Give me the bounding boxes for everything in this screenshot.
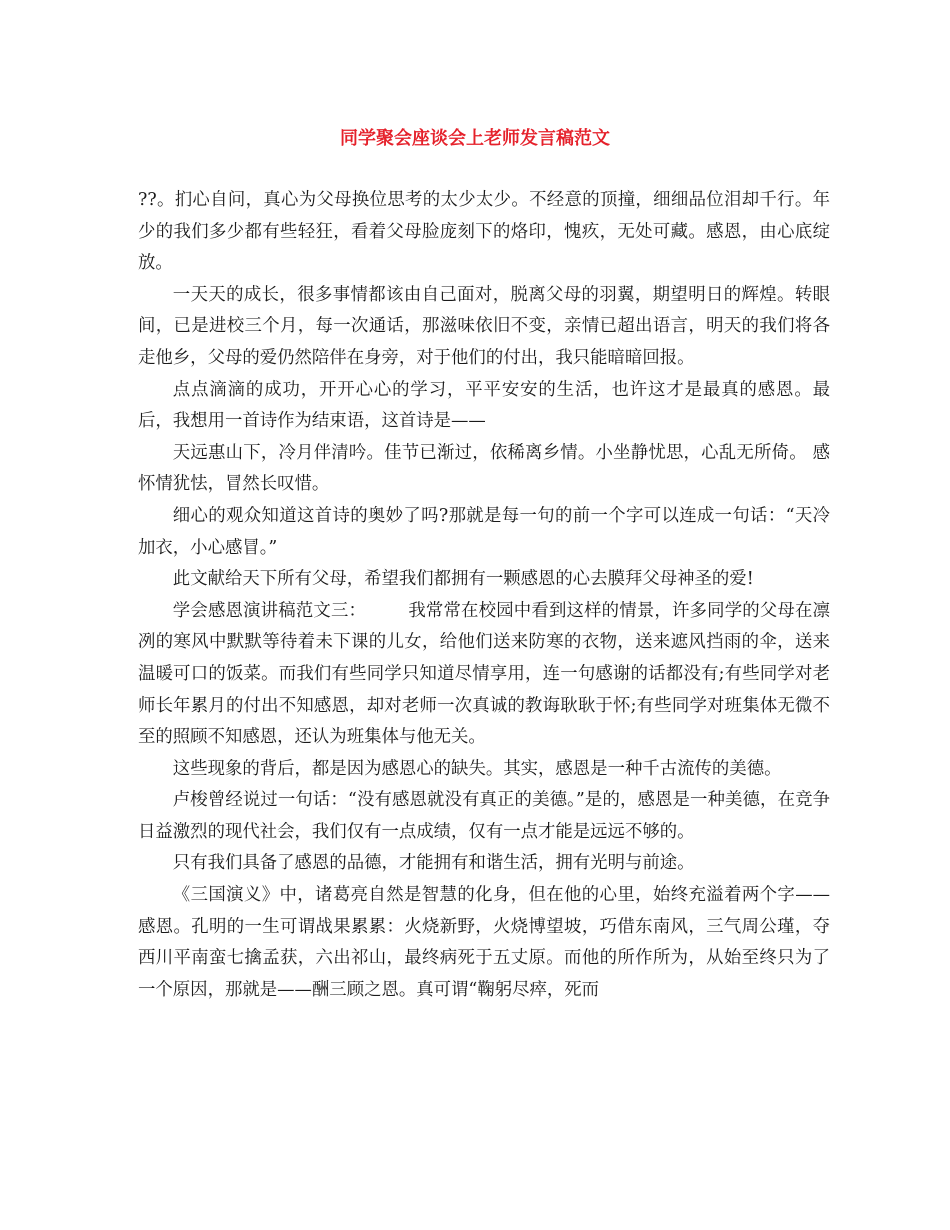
paragraph-6: 此文献给天下所有父母，希望我们都拥有一颗感恩的心去膜拜父母神圣的爱! xyxy=(172,569,754,590)
paragraph-1: ??。扪心自问，真心为父母换位思考的太少太少。不经意的顶撞，细细品位泪却千行。年少的我们多少都有些轻狂，看着父母脸庞刻下的烙印，愧疚，无处可藏。感恩，由心底绽放。 xyxy=(138,190,830,274)
document-body xyxy=(138,185,830,1006)
section-three-text: 我常常在校园中看到这样的情景，许多同学的父母在凛冽的寒风中默默等待着未下课的儿女，给他们送来防寒的衣物，送来遮风挡雨的伞，送来温暖可口的饭菜。而我们有些同学只知道尽情享用，连一句感谢的话都没有;有些同学对老师长年累月的付出不知感恩，却对老师一次真诚的教诲耿耿于怀;有些同学对班集体无微不至的照顾不知感恩，还认为班集体与他无关。 xyxy=(138,600,830,748)
paragraph-9: 卢梭曾经说过一句话：“没有感恩就没有真正的美德。”是的，感恩是一种美德，在竞争日益激烈的现代社会，我们仅有一点成绩，仅有一点才能是远远不够的。 xyxy=(138,790,830,842)
paragraph-2: 一天天的成长，很多事情都该由自己面对，脱离父母的羽翼，期望明日的辉煌。转眼间，已是进校三个月，每一次通话，那滋味依旧不变，亲情已超出语言，明天的我们将各走他乡，父母的爱仍然陪伴在身旁，对于他们的付出，我只能暗暗回报。 xyxy=(138,284,830,368)
section-heading-speech-three: 学会感恩演讲稿范文三： xyxy=(172,600,367,621)
paragraph-10: 只有我们具备了感恩的品德，才能拥有和谐生活，拥有光明与前途。 xyxy=(172,853,695,874)
paragraph-poem: 天远惠山下，冷月伴清吟。佳节已渐过，依稀离乡情。小坐静忧思，心乱无所倚。 感怀情犹怯，冒然长叹惜。 xyxy=(138,442,830,495)
paragraph-8: 这些现象的背后，都是因为感恩心的缺失。其实，感恩是一种千古流传的美德。 xyxy=(172,758,782,779)
paragraph-11: 《三国演义》中，诸葛亮自然是智慧的化身，但在他的心里，始终充溢着两个字——感恩。孔明的一生可谓战果累累：火烧新野，火烧博望坡，巧借东南风，三气周公瑾，夺西川平南蛮七擒孟获，六出祁山，最终病死于五丈原。而他的所作所为，从始至终只为了一个原因，那就是——酬三顾之恩。真可谓“鞠躬尽瘁，死而 xyxy=(138,885,830,1000)
document-title: 同学聚会座谈会上老师发言稿范文 xyxy=(340,128,610,149)
paragraph-3: 点点滴滴的成功，开开心心的学习，平平安安的生活，也许这才是最真的感恩。最后，我想用一首诗作为结束语，这首诗是—— xyxy=(138,379,830,432)
paragraph-7 xyxy=(138,596,830,754)
paragraph-5: 细心的观众知道这首诗的奥妙了吗?那就是每一句的前一个字可以连成一句话：“天冷加衣，小心感冒。” xyxy=(138,505,830,558)
